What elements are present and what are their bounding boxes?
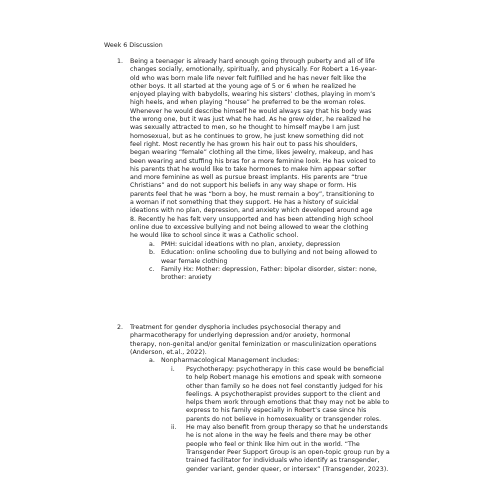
item-2-paragraph <box>130 324 377 357</box>
item-1-line: homosexual, but as he continues to grow, he just knew something did not <box>130 132 364 140</box>
item-1-sub-text <box>161 241 340 249</box>
item-1-line: Christians” and do not support his beliefs in any way shape or form. His <box>130 182 357 190</box>
item-1-line: feel right. Most recently he has grown his hair out to pass his shoulders, <box>130 140 358 148</box>
item-1-line: the wrong one, but it was just what he had. As he grew older, he realized he <box>130 116 371 124</box>
item-2-roman-line: express to his family especially in Robert’s case since his <box>186 407 367 415</box>
item-2-line: Treatment for gender dysphoria includes psychosocial therapy and <box>130 324 341 331</box>
item-2-number: 2. <box>117 324 124 331</box>
item-1-paragraph <box>130 58 377 241</box>
item-1-line: online due to excessive bullying and not being allowed to wear the clothing <box>130 223 369 231</box>
item-1-line: parents feel that he was “born a boy, he must remain a boy”, transitioning to <box>130 190 375 198</box>
item-1-line: changes socially, emotionally, spiritually, and physically. For Robert a 16-year- <box>130 66 377 74</box>
item-2-roman-line: to help Robert manage his emotions and speak with someone <box>186 374 382 382</box>
item-1-line: he would like to school since it was a Catholic school. <box>130 232 299 240</box>
item-1-sub-text <box>161 249 377 266</box>
item-2-roman-line: people who feel or think like him out in the world. “The <box>186 440 360 448</box>
item-1-number: 1. <box>117 58 124 65</box>
item-1-line: a woman if not something that they support. He has a history of suicidal <box>130 199 359 207</box>
item-2-sub-a-text: Nonpharmacological Management includes: <box>161 357 300 364</box>
item-2-roman-line: parents do not believe in homosexuality or transgender roles. <box>186 415 381 423</box>
item-2-roman-line: he is not alone in the way he feels and there may be other <box>186 432 372 440</box>
item-1-sub-text <box>161 266 377 283</box>
item-1-sub-line: brother: anxiety <box>161 274 212 282</box>
item-1-sub-line: PMH: suicidal ideations with no plan, anxiety, depression <box>161 241 341 248</box>
item-2-roman-line: trained facilitator for individuals who identify as transgender, <box>186 457 380 465</box>
item-2-roman-line: other than family so he does not feel constantly judged for his <box>186 382 383 390</box>
item-1-sub-line: Family Hx: Mother: depression, Father: bipolar disorder, sister: none, <box>161 265 377 273</box>
item-1-line: Whenever he would describe himself he would always say that his body was <box>130 107 372 115</box>
item-1-sub-marker: a. <box>149 241 155 248</box>
item-1-line: was sexually attracted to men, so he thought to himself maybe I am just <box>130 124 360 132</box>
item-1-sub-line: Education: online schooling due to bullying and not being allowed to <box>161 249 378 257</box>
item-1-line: and more feminine as well as pursue breast implants. His parents are “true <box>130 174 368 182</box>
item-2-roman-text <box>186 424 390 474</box>
item-2-line: pharmacotherapy for underlying depression and/or anxiety, hormonal <box>130 332 351 340</box>
item-1-line: began wearing “female” clothing all the time, likes jewelry, makeup, and has <box>130 149 374 157</box>
item-2-roman-line: He may also benefit from group therapy so that he understands <box>186 424 388 432</box>
item-2-roman-line: feelings. A psychotherapist provides support to the client and <box>186 390 381 398</box>
item-1-line: his parents that he would like to take hormones to make him appear softer <box>130 165 367 173</box>
item-2-line: therapy, non-genital and/or genital feminization or masculinization operations <box>130 340 377 348</box>
item-1-line: Being a teenager is already hard enough going through puberty and all of life <box>130 58 375 65</box>
item-2-roman-marker: ii. <box>171 424 177 432</box>
item-2-roman-line: Transgender Peer Support Group is an open-topic group run by a <box>186 448 390 456</box>
document-heading: Week 6 Discussion <box>104 42 163 49</box>
item-1-sub-marker: b. <box>149 249 155 257</box>
item-1-line: enjoyed playing with babydolls, wearing his sisters’ clothes, playing in mom’s <box>130 91 376 99</box>
item-1-sub-marker: c. <box>149 265 155 273</box>
item-2-roman-text <box>186 366 389 424</box>
item-1-line: been wearing and stuffing his bras for a more feminine look. He has voiced to <box>130 157 376 165</box>
item-2-sub-a-marker: a. <box>149 357 155 364</box>
item-2-roman-line: Psychotherapy: psychotherapy in this case would be beneficial <box>186 366 384 373</box>
item-1-line: high heels, and when playing “house” he preferred to be the woman roles. <box>130 99 366 107</box>
item-1-line: 8. Recently he has felt very unsupported and has been attending high school <box>130 215 374 223</box>
item-2-roman-line: helps them work through emotions that they may not be able to <box>186 399 390 407</box>
item-2-roman-line: gender variant, gender queer, or intersex” (Transgender, 2023). <box>186 465 389 473</box>
item-2-roman-marker: i. <box>171 366 175 373</box>
item-2-line: (Anderson, et.al., 2022). <box>130 348 207 356</box>
item-1-sub-line: wear female clothing <box>161 257 228 265</box>
item-1-line: ideations with no plan, depression, and anxiety which developed around age <box>130 207 373 215</box>
item-1-line: old who was born male life never felt fulfilled and he has never felt like the <box>130 74 367 82</box>
item-1-line: other boys. It all started at the young age of 5 or 6 when he realized he <box>130 82 356 90</box>
